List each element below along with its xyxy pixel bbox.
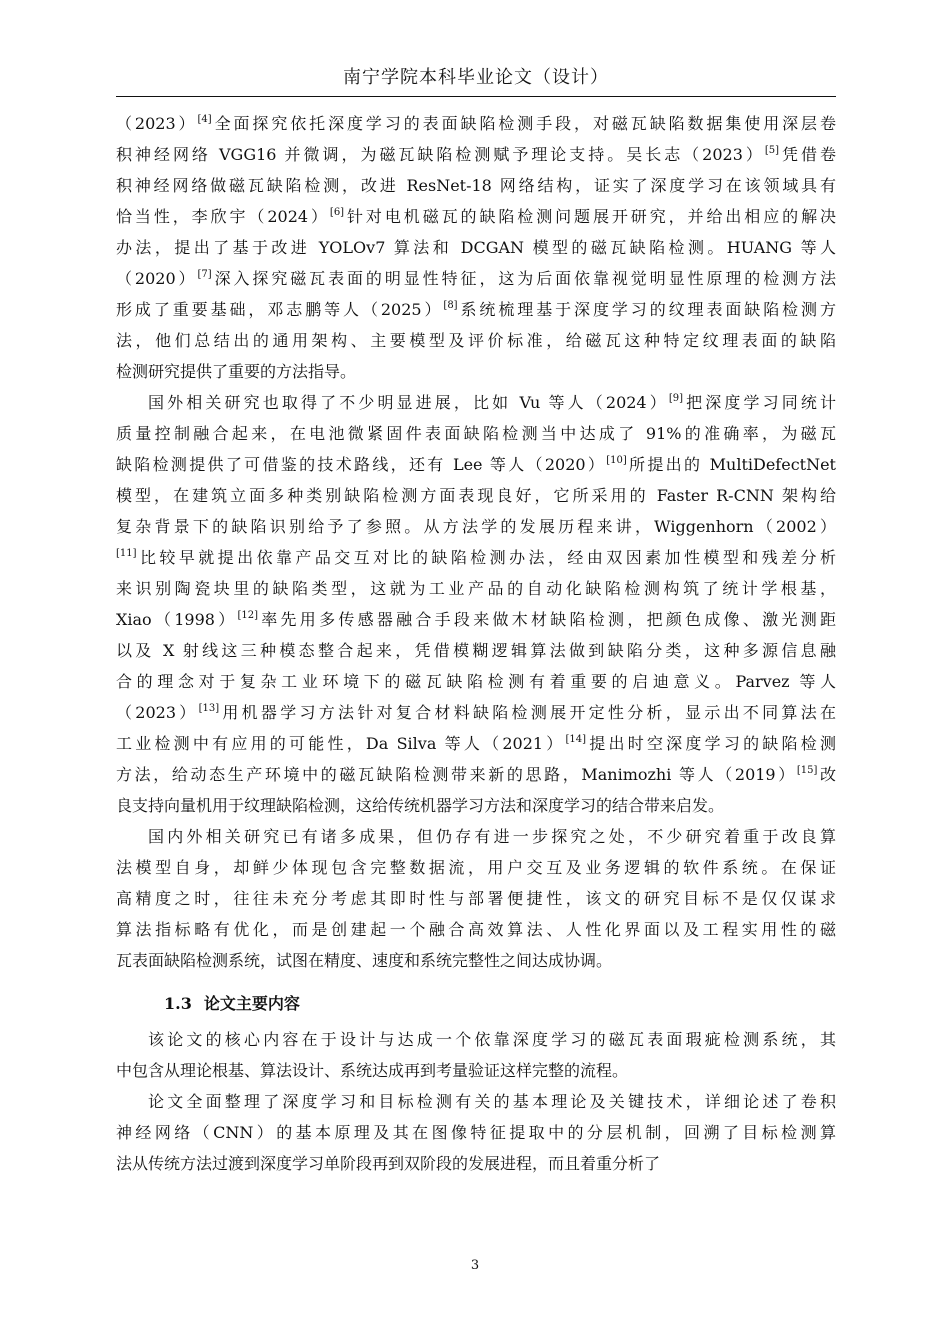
text-line (116, 356, 836, 387)
text-line (116, 697, 836, 728)
body-text (116, 108, 836, 1179)
citation-marker: [14] (565, 734, 587, 745)
text-run: 法，他们总结出的通用架构、主要模型及评价标准，给磁瓦这种特定纹理表面的缺陷 (116, 331, 836, 350)
citation-marker: [11] (116, 548, 137, 559)
text-run: 国外相关研究也取得了不少明显进展，比如 Vu 等人（2024） (148, 393, 669, 412)
section-number: 1.3 (164, 994, 192, 1013)
text-line (116, 635, 836, 666)
text-run: 良支持向量机用于纹理缺陷检测，这给传统机器学习方法和深度学习的结合带来启发。 (116, 796, 725, 815)
paragraph-group-before-heading (116, 108, 836, 976)
text-run: 深入探究磁瓦表面的明显性特征，这为后面依靠视觉明显性原理的检测方法 (211, 269, 836, 288)
text-line (116, 945, 836, 976)
text-run: 瓦表面缺陷检测系统，试图在精度、速度和系统完整性之间达成协调。 (116, 951, 613, 970)
text-run: （2023） (116, 703, 199, 722)
text-run: Xiao（1998） (116, 610, 238, 629)
text-run: 中包含从理论根基、算法设计、系统达成再到考量验证这样完整的流程。 (116, 1061, 629, 1080)
text-line (116, 759, 836, 790)
text-run: （2020） (116, 269, 198, 288)
text-run: 复杂背景下的缺陷识别给予了参照。从方法学的发展历程来讲，Wiggenhorn（2002） (116, 517, 836, 536)
text-run: 针对电机磁瓦的缺陷检测问题展开研究，并给出相应的解决 (344, 207, 836, 226)
text-run: 全面探究依托深度学习的表面缺陷检测手段，对磁瓦缺陷数据集使用深层卷 (211, 114, 836, 133)
text-line (116, 139, 836, 170)
text-line (116, 1117, 836, 1148)
text-line (116, 852, 836, 883)
text-line (116, 387, 836, 418)
text-line (116, 573, 836, 604)
text-run: 法模型自身，却鲜少体现包含完整数据流，用户交互及业务逻辑的软件系统。在保证 (116, 858, 836, 877)
text-line (116, 790, 836, 821)
text-line (116, 418, 836, 449)
text-line (116, 232, 836, 263)
text-line (116, 604, 836, 635)
text-line (116, 294, 836, 325)
citation-marker: [10] (606, 455, 627, 466)
text-run: 把深度学习同统计 (683, 393, 836, 412)
text-line (116, 325, 836, 356)
paragraph (116, 1086, 836, 1179)
text-line (116, 728, 836, 759)
text-run: 来识别陶瓷块里的缺陷类型，这就为工业产品的自动化缺陷检测构筑了统计学根基， (116, 579, 836, 598)
text-line (116, 480, 836, 511)
citation-marker: [12] (237, 610, 258, 621)
text-line (116, 263, 836, 294)
text-line (116, 666, 836, 697)
text-run: 国内外相关研究已有诸多成果，但仍存有进一步探究之处，不少研究着重于改良算 (148, 827, 836, 846)
text-line (116, 821, 836, 852)
paragraph (116, 108, 836, 387)
text-run: 积神经网络做磁瓦缺陷检测，改进 ResNet-18 网络结构，证实了深度学习在该领域具有 (116, 176, 836, 195)
citation-marker: [6] (329, 207, 345, 218)
text-run: 所提出的 MultiDefectNet (626, 455, 836, 474)
text-run: 用机器学习方法针对复合材料缺陷检测展开定性分析，显示出不同算法在 (219, 703, 836, 722)
citation-marker: [4] (197, 114, 212, 125)
text-run: 合的理念对于复杂工业环境下的磁瓦缺陷检测有着重要的启迪意义。Parvez 等人 (116, 672, 836, 691)
text-run: 神经网络（CNN）的基本原理及其在图像特征提取中的分层机制，回溯了目标检测算 (116, 1123, 836, 1142)
section-title: 论文主要内容 (203, 994, 300, 1013)
page-number: 3 (470, 1258, 480, 1273)
text-run: 论文全面整理了深度学习和目标检测有关的基本理论及关键技术，详细论述了卷积 (148, 1092, 836, 1111)
paragraph (116, 1024, 836, 1086)
text-run: 凭借卷 (779, 145, 836, 164)
text-run: 法从传统方法过渡到深度学习单阶段再到双阶段的发展进程，而且着重分析了 (116, 1154, 661, 1173)
text-run: 以及 X 射线这三种模态整合起来，凭借模糊逻辑算法做到缺陷分类，这种多源信息融 (116, 641, 836, 660)
text-run: 算法指标略有优化，而是创建起一个融合高效算法、人性化界面以及工程实用性的磁 (116, 920, 836, 939)
citation-marker: [5] (764, 145, 780, 156)
citation-marker: [8] (443, 300, 458, 311)
running-header: 南宁学院本科毕业论文（设计） (343, 67, 609, 88)
header-divider (116, 96, 836, 97)
text-run: 工业检测中有应用的可能性，Da Silva 等人（2021） (116, 734, 566, 753)
citation-marker: [13] (198, 703, 220, 714)
citation-marker: [9] (668, 393, 684, 404)
text-run: 形成了重要基础，邓志鹏等人（2025） (116, 300, 444, 319)
paragraph-group-after-heading (116, 1024, 836, 1179)
text-run: 系统梳理基于深度学习的纹理表面缺陷检测方 (457, 300, 836, 319)
text-line (116, 449, 836, 480)
text-run: 比较早就提出依靠产品交互对比的缺陷检测办法，经由双因素加性模型和残差分析 (136, 548, 836, 567)
text-run: （2023） (116, 114, 198, 133)
paragraph (116, 387, 836, 821)
text-run: 模型，在建筑立面多种类别缺陷检测方面表现良好，它所采用的 Faster R-CNN 架构给 (116, 486, 836, 505)
text-line (116, 201, 836, 232)
text-run: 改 (817, 765, 836, 784)
text-run: 办法，提出了基于改进 YOLOv7 算法和 DCGAN 模型的磁瓦缺陷检测。HUANG 等人 (116, 238, 836, 257)
text-run: 方法，给动态生产环境中的磁瓦缺陷检测带来新的思路，Manimozhi 等人（2019） (116, 765, 797, 784)
text-line (116, 511, 836, 542)
text-line (116, 914, 836, 945)
text-run: 高精度之时，往往未充分考虑其即时性与部署便捷性，该文的研究目标不是仅仅谋求 (116, 889, 836, 908)
section-heading (116, 984, 836, 1024)
text-run: 率先用多传感器融合手段来做木材缺陷检测，把颜色成像、激光测距 (258, 610, 836, 629)
citation-marker: [7] (197, 269, 212, 280)
text-line (116, 1024, 836, 1055)
text-run: 缺陷检测提供了可借鉴的技术路线，还有 Lee 等人（2020） (116, 455, 607, 474)
text-run: 该论文的核心内容在于设计与达成一个依靠深度学习的磁瓦表面瑕疵检测系统，其 (148, 1030, 836, 1049)
citation-marker: [15] (796, 765, 818, 776)
text-run: 检测研究提供了重要的方法指导。 (116, 362, 357, 381)
text-run: 恰当性，李欣宇（2024） (116, 207, 330, 226)
text-run: 提出时空深度学习的缺陷检测 (586, 734, 836, 753)
text-line (116, 1148, 836, 1179)
text-run: 积神经网络 VGG16 并微调，为磁瓦缺陷检测赋予理论支持。吴长志（2023） (116, 145, 765, 164)
text-run: 质量控制融合起来，在电池微紧固件表面缺陷检测当中达成了 91%的准确率，为磁瓦 (116, 424, 836, 443)
text-line (116, 1055, 836, 1086)
text-line (116, 108, 836, 139)
text-line (116, 1086, 836, 1117)
paragraph (116, 821, 836, 976)
text-line (116, 883, 836, 914)
text-line (116, 542, 836, 573)
text-line (116, 170, 836, 201)
